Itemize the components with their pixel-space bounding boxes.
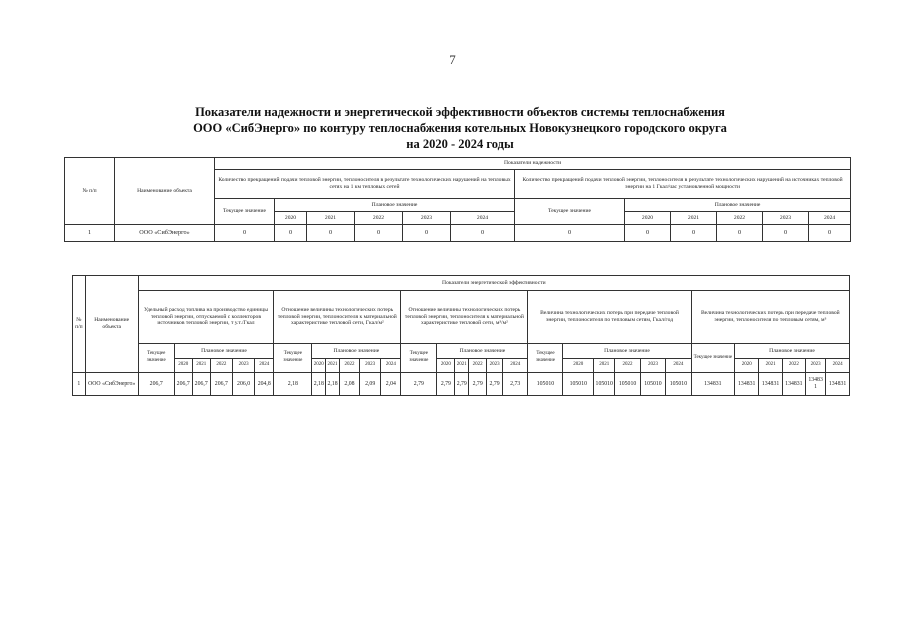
cell-value: 2,79 xyxy=(469,373,487,396)
cell-value: 134831 xyxy=(782,373,805,396)
header-object-name: Наименование объекта xyxy=(115,158,215,225)
cell-value: 0 xyxy=(275,225,307,242)
year-header: 2024 xyxy=(381,359,401,373)
header-current: Текущее значение xyxy=(691,344,734,373)
header-indicator-source-outages: Количество прекращений подачи тепловой энергии, теплоносителя в результате технологических нарушений на источниках тепловой энергии на 1 Гкал/час установленной мощности xyxy=(515,170,851,199)
header-current: Текущее значение xyxy=(138,344,174,373)
year-header: 2021 xyxy=(326,359,340,373)
cell-value: 2,18 xyxy=(274,373,312,396)
year-header: 2024 xyxy=(451,212,515,225)
year-header: 2020 xyxy=(735,359,759,373)
cell-value: 2,79 xyxy=(401,373,437,396)
header-planned-2: Плановое значение xyxy=(625,199,851,212)
year-header: 2023 xyxy=(763,212,809,225)
year-header: 2022 xyxy=(615,359,640,373)
header-planned: Плановое значение xyxy=(437,344,528,359)
title-line-2: ООО «СибЭнерго» по контуру теплоснабжения котельных Новокузнецкого городского округа xyxy=(193,121,727,135)
reliability-table xyxy=(64,157,851,242)
cell-value: 0 xyxy=(451,225,515,242)
table-row xyxy=(73,373,850,396)
year-header: 2021 xyxy=(192,359,210,373)
header-num: № п/п xyxy=(65,158,115,225)
cell-value: 2,04 xyxy=(381,373,401,396)
page-number: 7 xyxy=(449,52,456,67)
header-indicator-network-outages: Количество прекращений подачи тепловой энергии, теплоносителя в результате технологических нарушений на тепловых сетях на 1 км тепловых сетей xyxy=(215,170,515,199)
header-indicator-heat-loss-ratio: Отношение величины технологических потерь тепловой энергии, теплоносителя к материальной характеристике тепловой сети, Гкал/м² xyxy=(274,291,401,344)
header-planned: Плановое значение xyxy=(312,344,401,359)
year-header: 2021 xyxy=(455,359,469,373)
year-header: 2022 xyxy=(717,212,763,225)
year-header: 2020 xyxy=(275,212,307,225)
year-header: 2021 xyxy=(307,212,355,225)
cell-value: 2,18 xyxy=(326,373,340,396)
year-header: 2020 xyxy=(625,212,671,225)
year-header: 2021 xyxy=(759,359,782,373)
efficiency-table xyxy=(72,275,850,396)
header-current-2: Текущее значение xyxy=(515,199,625,225)
header-indicator-coolant-loss-ratio: Отношение величины технологических потерь тепловой энергии, теплоносителя к материальной характеристике тепловой сети, м³/м² xyxy=(401,291,528,344)
year-header: 2023 xyxy=(232,359,254,373)
cell-value: 204,8 xyxy=(255,373,274,396)
cell-value: 134831 xyxy=(826,373,850,396)
year-header: 2023 xyxy=(640,359,665,373)
header-indicator-coolant-losses: Величина технологических потерь при передаче тепловой энергии, теплоносителя по тепловым сетям, м³ xyxy=(691,291,849,344)
cell-value: 0 xyxy=(809,225,851,242)
year-header: 2020 xyxy=(437,359,455,373)
cell-value: 2,09 xyxy=(360,373,381,396)
year-header: 2020 xyxy=(563,359,594,373)
header-planned: Плановое значение xyxy=(735,344,850,359)
cell-value: 0 xyxy=(307,225,355,242)
cell-value: 206,7 xyxy=(192,373,210,396)
row-num: 1 xyxy=(73,373,86,396)
year-header: 2022 xyxy=(469,359,487,373)
year-header: 2024 xyxy=(503,359,528,373)
header-efficiency-group: Показатели энергетической эффективности xyxy=(138,276,849,291)
cell-value: 134831 xyxy=(806,373,826,396)
cell-value: 0 xyxy=(717,225,763,242)
year-header: 2023 xyxy=(487,359,503,373)
year-header: 2020 xyxy=(174,359,192,373)
cell-value: 2,79 xyxy=(437,373,455,396)
year-header: 2024 xyxy=(826,359,850,373)
year-header: 2022 xyxy=(355,212,403,225)
cell-value: 0 xyxy=(625,225,671,242)
cell-value: 105010 xyxy=(640,373,665,396)
header-planned-1: Плановое значение xyxy=(275,199,515,212)
cell-value: 206,0 xyxy=(232,373,254,396)
document-title xyxy=(100,104,820,152)
row-object-name: ООО «СибЭнерго» xyxy=(85,373,138,396)
header-current-1: Текущее значение xyxy=(215,199,275,225)
title-line-1: Показатели надежности и энергетической эффективности объектов системы теплоснабжения xyxy=(195,105,725,119)
year-header: 2023 xyxy=(403,212,451,225)
cell-value: 105010 xyxy=(594,373,615,396)
header-planned: Плановое значение xyxy=(563,344,691,359)
cell-value: 134831 xyxy=(759,373,782,396)
year-header: 2022 xyxy=(210,359,232,373)
cell-value: 105010 xyxy=(528,373,563,396)
cell-value: 2,08 xyxy=(339,373,359,396)
year-header: 2024 xyxy=(255,359,274,373)
header-current: Текущее значение xyxy=(401,344,437,373)
cell-value: 0 xyxy=(671,225,717,242)
cell-value: 105010 xyxy=(615,373,640,396)
year-header: 2021 xyxy=(671,212,717,225)
cell-value: 0 xyxy=(515,225,625,242)
header-planned: Плановое значение xyxy=(174,344,274,359)
row-num: 1 xyxy=(65,225,115,242)
year-header: 2022 xyxy=(782,359,805,373)
header-indicator-heat-losses: Величина технологических потерь при передаче тепловой энергии, теплоносителя по тепловым сетям, Гкал/год xyxy=(528,291,691,344)
cell-value: 2,79 xyxy=(455,373,469,396)
cell-value: 105010 xyxy=(666,373,691,396)
header-reliability-group: Показатели надежности xyxy=(215,158,851,170)
year-header: 2021 xyxy=(594,359,615,373)
cell-value: 2,79 xyxy=(487,373,503,396)
cell-value: 105010 xyxy=(563,373,594,396)
header-object-name: Наименование объекта xyxy=(85,276,138,373)
year-header: 2022 xyxy=(339,359,359,373)
year-header: 2024 xyxy=(666,359,691,373)
cell-value: 0 xyxy=(403,225,451,242)
cell-value: 134831 xyxy=(735,373,759,396)
title-line-3: на 2020 - 2024 годы xyxy=(406,137,514,151)
row-object-name: ООО «СибЭнерго» xyxy=(115,225,215,242)
year-header: 2023 xyxy=(806,359,826,373)
cell-value: 2,73 xyxy=(503,373,528,396)
cell-value: 0 xyxy=(215,225,275,242)
cell-value: 206,7 xyxy=(138,373,174,396)
cell-value: 0 xyxy=(763,225,809,242)
cell-value: 134831 xyxy=(691,373,734,396)
year-header: 2024 xyxy=(809,212,851,225)
table-row xyxy=(65,225,851,242)
cell-value: 0 xyxy=(355,225,403,242)
cell-value: 206,7 xyxy=(210,373,232,396)
header-current: Текущее значение xyxy=(528,344,563,373)
year-header: 2023 xyxy=(360,359,381,373)
header-current: Текущее значение xyxy=(274,344,312,373)
header-num: № п/п xyxy=(73,276,86,373)
year-header: 2020 xyxy=(312,359,326,373)
cell-value: 206,7 xyxy=(174,373,192,396)
header-indicator-fuel-rate: Удельный расход топлива на производство единицы тепловой энергии, отпускаемой с коллекторов источников тепловой энергии, т у.т./Гкал xyxy=(138,291,274,344)
cell-value: 2,18 xyxy=(312,373,326,396)
